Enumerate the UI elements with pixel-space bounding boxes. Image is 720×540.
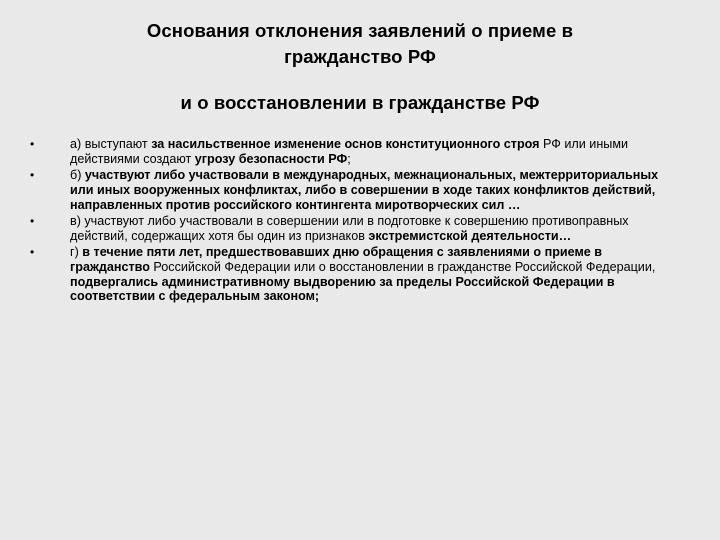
title-line-2: гражданство РФ xyxy=(284,46,436,67)
bullet-icon: • xyxy=(30,213,35,228)
list-item xyxy=(30,137,680,167)
slide-subtitle: и о восстановлении в гражданстве РФ xyxy=(180,92,540,113)
item-text: б) участвуют либо участвовали в международных, межнациональных, межтерриториальных или иных вооруженных конфликтах, либо в совершении в ходе таких конфликтов действий, направленных против российского контингента миротворческих сил … xyxy=(70,168,659,212)
bullet-icon: • xyxy=(30,168,35,183)
list-item xyxy=(30,168,680,212)
list-item xyxy=(30,214,680,244)
grounds-list xyxy=(30,137,680,306)
list-item xyxy=(30,245,680,304)
item-text: а) выступают за насильственное изменение основ конституционного строя РФ или иными действиями создают угрозу безопасности РФ; xyxy=(70,137,629,166)
bullet-icon: • xyxy=(30,137,35,151)
item-text: г) в течение пяти лет, предшествовавших дню обращения с заявлениями о приеме в гражданство Российской Федерации или о восстановлении в гражданстве Российской Федерации, подвергались административному выдворению за пределы Российской Федерации в соответствии с федеральным законом; xyxy=(70,245,656,304)
bullet-icon: • xyxy=(30,245,35,260)
title-line-1: Основания отклонения заявлений о приеме в xyxy=(146,20,574,41)
slide-title xyxy=(40,18,680,70)
item-text: в) участвуют либо участвовали в совершении или в подготовке к совершению противоправных действий, содержащих хотя бы один из признаков экстремистской деятельности… xyxy=(70,213,629,243)
